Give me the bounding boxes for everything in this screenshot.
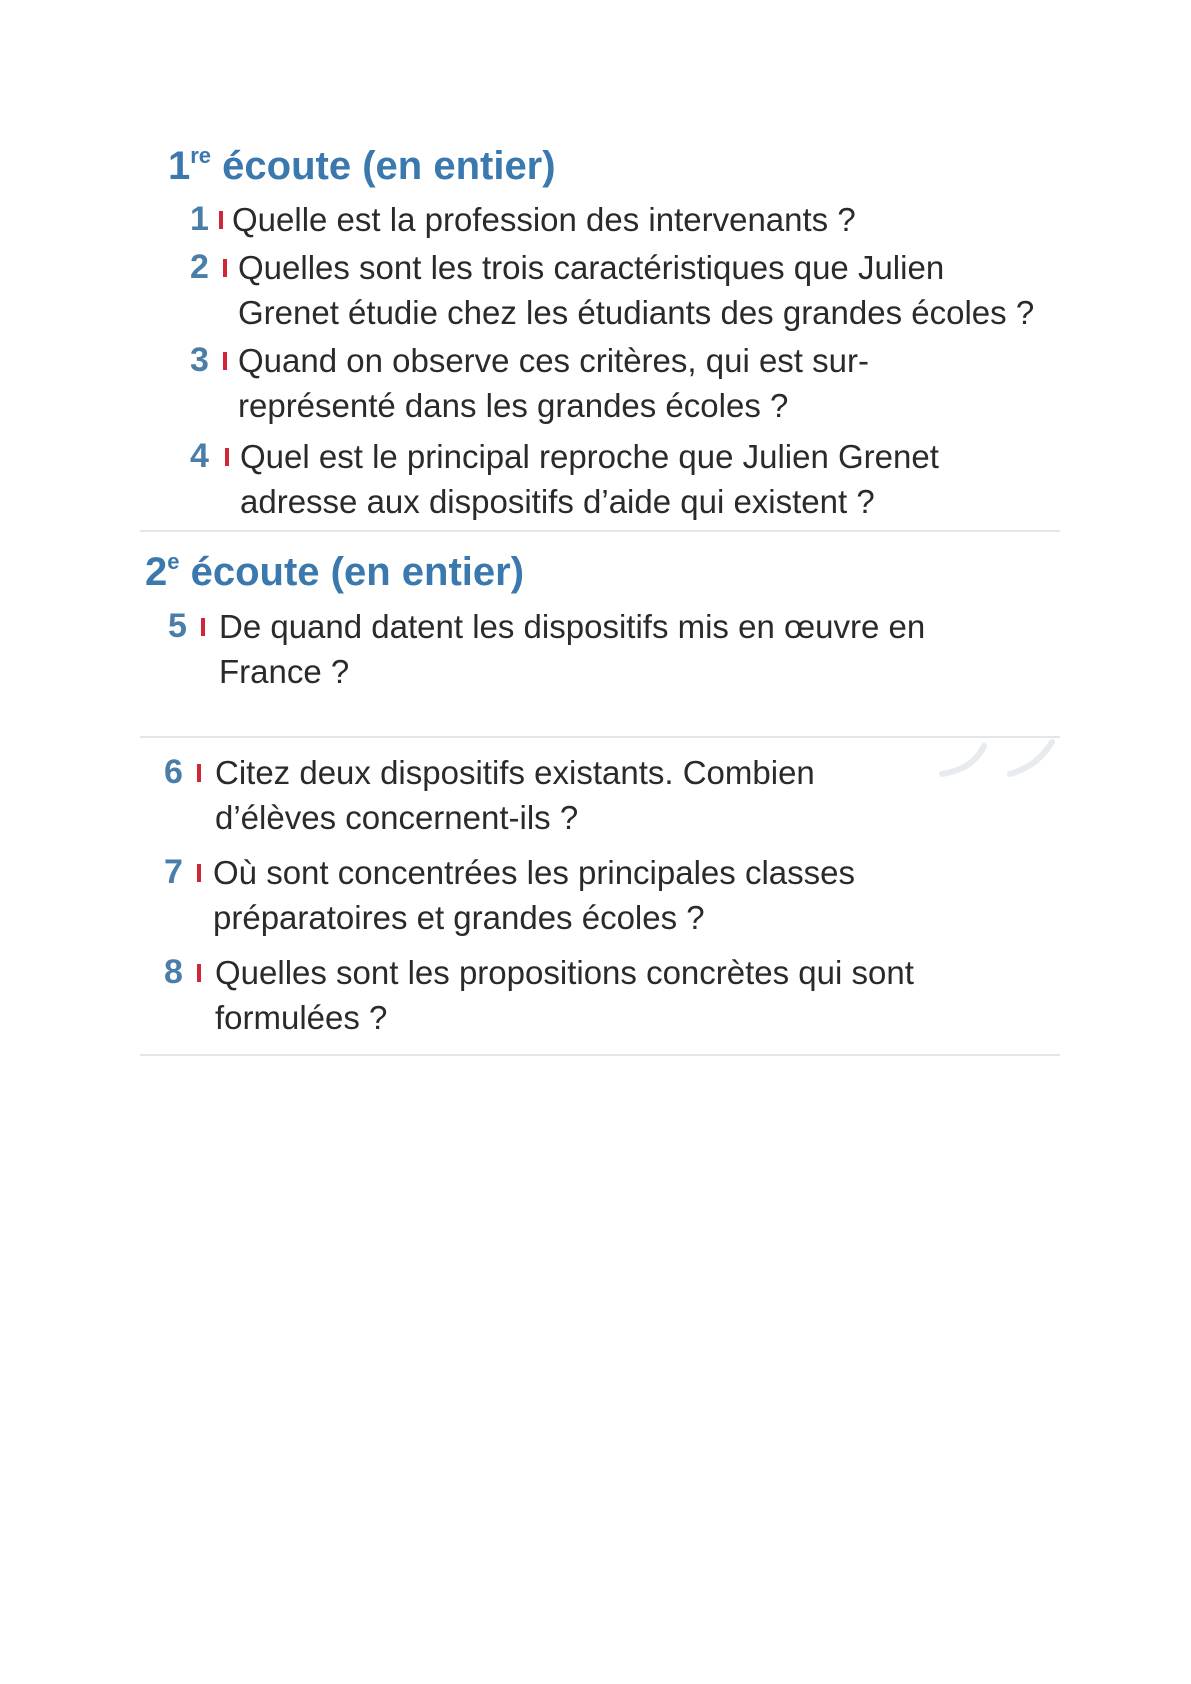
question-8-number: 8: [164, 953, 183, 991]
question-2-separator: [223, 259, 227, 277]
question-1: [190, 197, 1050, 242]
divider-3: [140, 1054, 1060, 1056]
question-2-text: Quelles sont les trois caractéristiques que Julien Grenet étudie chez les étudiants des grandes écoles ?: [238, 249, 1035, 331]
question-2-number: 2: [190, 248, 209, 286]
section-1-number: 1: [168, 144, 191, 188]
question-7-number: 7: [164, 853, 183, 891]
section-2-title: écoute (en entier): [190, 550, 525, 594]
question-8-text: Quelles sont les propositions concrètes qui sont formulées ?: [215, 954, 914, 1036]
question-6-text: Citez deux dispositifs existants. Combien d’élèves concernent-ils ?: [215, 754, 815, 836]
question-5-text: De quand datent les dispositifs mis en œuvre en France ?: [219, 608, 926, 690]
question-3-number: 3: [190, 341, 209, 379]
question-4-text: Quel est le principal reproche que Julien Grenet adresse aux dispositifs d’aide qui existent ?: [240, 438, 939, 520]
question-7-text: Où sont concentrées les principales classes préparatoires et grandes écoles ?: [213, 854, 855, 936]
question-4: [190, 434, 990, 524]
question-6-number: 6: [164, 753, 183, 791]
question-3: [190, 338, 910, 428]
divider-2: [140, 736, 1060, 738]
question-7: [164, 850, 944, 940]
section-2-number: 2: [145, 550, 168, 594]
question-5-separator: [201, 618, 205, 636]
question-6: [164, 750, 924, 840]
question-4-separator: [225, 448, 229, 466]
question-1-number: 1: [190, 200, 209, 238]
divider-1: [140, 530, 1060, 532]
question-1-text: Quelle est la profession des intervenants ?: [232, 201, 856, 238]
question-6-separator: [197, 764, 201, 782]
section-1-ordinal: re: [190, 142, 212, 168]
question-3-text: Quand on observe ces critères, qui est sur-représenté dans les grandes écoles ?: [238, 342, 869, 424]
section-2-heading: [145, 548, 524, 596]
question-8: [164, 950, 1044, 1040]
question-4-number: 4: [190, 437, 209, 475]
question-5-number: 5: [168, 607, 187, 645]
section-1-title: écoute (en entier): [222, 144, 556, 188]
question-3-separator: [223, 352, 227, 370]
question-5: [168, 604, 1028, 694]
question-7-separator: [197, 864, 201, 882]
question-1-separator: [219, 211, 223, 229]
page-curl-icon: [938, 736, 1058, 778]
question-8-separator: [197, 964, 201, 982]
section-2-ordinal: e: [167, 548, 180, 574]
section-1-heading: [168, 142, 556, 190]
question-2: [190, 245, 1070, 335]
